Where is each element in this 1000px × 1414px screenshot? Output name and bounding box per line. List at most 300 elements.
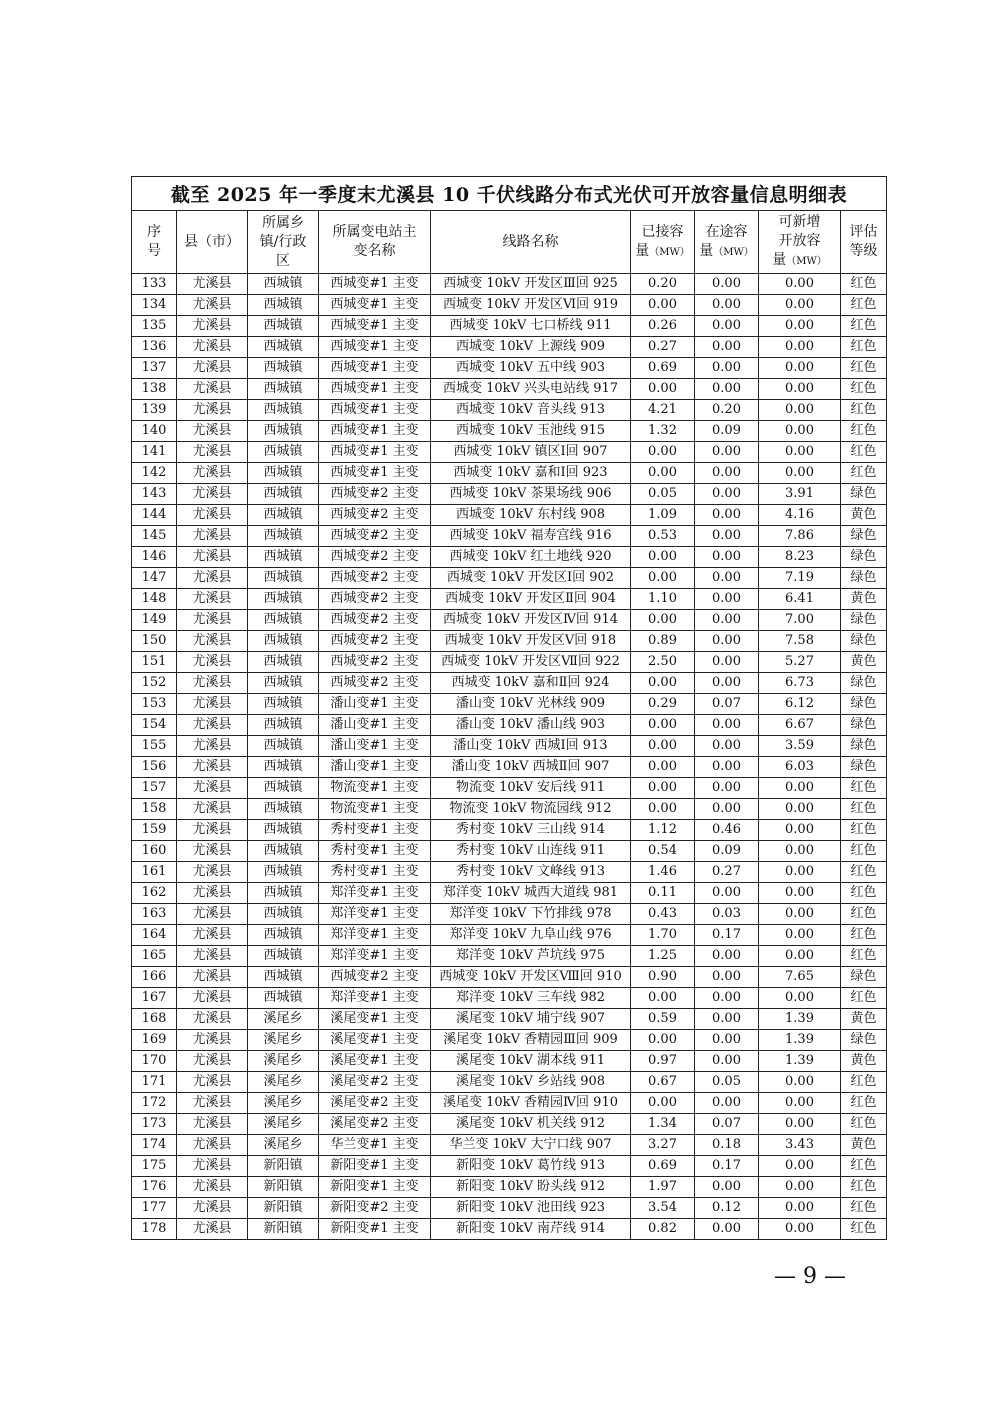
township-cell: 西城镇 (248, 757, 319, 778)
connected-capacity-cell: 1.32 (631, 421, 695, 442)
line-name-cell: 西城变 10kV 开发区Ⅰ回 902 (431, 568, 631, 589)
line-name-cell: 西城变 10kV 开发区Ⅷ回 910 (431, 967, 631, 988)
pending-capacity-cell: 0.00 (695, 547, 759, 568)
open-capacity-cell: 0.00 (759, 442, 841, 463)
table-row (132, 1219, 887, 1240)
rating-cell: 红色 (841, 358, 887, 379)
row-index: 174 (132, 1135, 177, 1156)
line-name-cell: 郑洋变 10kV 三车线 982 (431, 988, 631, 1009)
substation-cell: 西城变#2 主变 (319, 526, 431, 547)
substation-cell: 郑洋变#1 主变 (319, 904, 431, 925)
county-cell: 尤溪县 (177, 610, 248, 631)
rating-cell: 绿色 (841, 736, 887, 757)
township-cell: 西城镇 (248, 547, 319, 568)
county-cell: 尤溪县 (177, 1156, 248, 1177)
pending-capacity-cell: 0.00 (695, 1177, 759, 1198)
county-cell: 尤溪县 (177, 694, 248, 715)
table-body (132, 274, 887, 1240)
open-capacity-cell: 1.39 (759, 1030, 841, 1051)
line-name-cell: 溪尾变 10kV 乡站线 908 (431, 1072, 631, 1093)
pending-capacity-cell: 0.00 (695, 673, 759, 694)
substation-cell: 西城变#2 主变 (319, 631, 431, 652)
township-cell: 西城镇 (248, 631, 319, 652)
county-cell: 尤溪县 (177, 673, 248, 694)
row-index: 153 (132, 694, 177, 715)
table-row (132, 526, 887, 547)
rating-cell: 绿色 (841, 715, 887, 736)
table-row (132, 358, 887, 379)
pending-capacity-cell: 0.05 (695, 1072, 759, 1093)
line-name-cell: 西城变 10kV 开发区Ⅲ回 925 (431, 274, 631, 295)
row-index: 148 (132, 589, 177, 610)
county-cell: 尤溪县 (177, 421, 248, 442)
pending-capacity-cell: 0.18 (695, 1135, 759, 1156)
township-cell: 西城镇 (248, 610, 319, 631)
county-cell: 尤溪县 (177, 967, 248, 988)
county-cell: 尤溪县 (177, 274, 248, 295)
line-name-cell: 潘山变 10kV 潘山线 903 (431, 715, 631, 736)
county-cell: 尤溪县 (177, 1051, 248, 1072)
pending-capacity-cell: 0.00 (695, 442, 759, 463)
township-cell: 西城镇 (248, 736, 319, 757)
substation-cell: 西城变#1 主变 (319, 379, 431, 400)
rating-cell: 红色 (841, 442, 887, 463)
open-capacity-cell: 0.00 (759, 1156, 841, 1177)
township-cell: 西城镇 (248, 904, 319, 925)
township-cell: 溪尾乡 (248, 1030, 319, 1051)
county-cell: 尤溪县 (177, 400, 248, 421)
table-row (132, 610, 887, 631)
open-capacity-cell: 0.00 (759, 379, 841, 400)
table-row (132, 1156, 887, 1177)
township-cell: 西城镇 (248, 484, 319, 505)
header-line-name: 线路名称 (431, 211, 631, 274)
connected-capacity-cell: 1.10 (631, 589, 695, 610)
township-cell: 西城镇 (248, 589, 319, 610)
line-name-cell: 西城变 10kV 上源线 909 (431, 337, 631, 358)
county-cell: 尤溪县 (177, 295, 248, 316)
pending-capacity-cell: 0.00 (695, 589, 759, 610)
township-cell: 西城镇 (248, 568, 319, 589)
table-row (132, 988, 887, 1009)
open-capacity-cell: 0.00 (759, 463, 841, 484)
table-row (132, 715, 887, 736)
township-cell: 西城镇 (248, 442, 319, 463)
open-capacity-cell: 0.00 (759, 1093, 841, 1114)
open-capacity-cell: 0.00 (759, 1114, 841, 1135)
pending-capacity-cell: 0.12 (695, 1198, 759, 1219)
row-index: 155 (132, 736, 177, 757)
connected-capacity-cell: 0.69 (631, 358, 695, 379)
township-cell: 西城镇 (248, 379, 319, 400)
connected-capacity-cell: 0.27 (631, 337, 695, 358)
connected-capacity-cell: 0.00 (631, 1030, 695, 1051)
connected-capacity-cell: 0.90 (631, 967, 695, 988)
substation-cell: 秀村变#1 主变 (319, 841, 431, 862)
table-row (132, 862, 887, 883)
connected-capacity-cell: 0.00 (631, 673, 695, 694)
county-cell: 尤溪县 (177, 589, 248, 610)
connected-capacity-cell: 3.54 (631, 1198, 695, 1219)
open-capacity-cell: 0.00 (759, 316, 841, 337)
township-cell: 西城镇 (248, 337, 319, 358)
line-name-cell: 溪尾变 10kV 埔宁线 907 (431, 1009, 631, 1030)
rating-cell: 绿色 (841, 673, 887, 694)
rating-cell: 红色 (841, 1177, 887, 1198)
substation-cell: 溪尾变#2 主变 (319, 1093, 431, 1114)
table-row (132, 694, 887, 715)
rating-cell: 绿色 (841, 547, 887, 568)
connected-capacity-cell: 0.59 (631, 1009, 695, 1030)
connected-capacity-cell: 0.43 (631, 904, 695, 925)
township-cell: 溪尾乡 (248, 1135, 319, 1156)
connected-capacity-cell: 2.50 (631, 652, 695, 673)
line-name-cell: 潘山变 10kV 西城Ⅱ回 907 (431, 757, 631, 778)
pending-capacity-cell: 0.00 (695, 484, 759, 505)
rating-cell: 红色 (841, 988, 887, 1009)
line-name-cell: 西城变 10kV 镇区Ⅰ回 907 (431, 442, 631, 463)
county-cell: 尤溪县 (177, 946, 248, 967)
line-name-cell: 溪尾变 10kV 香精园Ⅲ回 909 (431, 1030, 631, 1051)
row-index: 156 (132, 757, 177, 778)
table-row (132, 757, 887, 778)
table-row (132, 1051, 887, 1072)
row-index: 168 (132, 1009, 177, 1030)
pending-capacity-cell: 0.27 (695, 862, 759, 883)
table-title: 截至 2025 年一季度末尤溪县 10 千伏线路分布式光伏可开放容量信息明细表 (132, 177, 887, 211)
line-name-cell: 新阳变 10kV 盼头线 912 (431, 1177, 631, 1198)
county-cell: 尤溪县 (177, 652, 248, 673)
township-cell: 西城镇 (248, 463, 319, 484)
row-index: 141 (132, 442, 177, 463)
county-cell: 尤溪县 (177, 526, 248, 547)
substation-cell: 物流变#1 主变 (319, 778, 431, 799)
county-cell: 尤溪县 (177, 379, 248, 400)
table-row (132, 673, 887, 694)
rating-cell: 绿色 (841, 757, 887, 778)
rating-cell: 红色 (841, 820, 887, 841)
substation-cell: 西城变#2 主变 (319, 967, 431, 988)
line-name-cell: 西城变 10kV 七口桥线 911 (431, 316, 631, 337)
row-index: 139 (132, 400, 177, 421)
rating-cell: 黄色 (841, 505, 887, 526)
rating-cell: 黄色 (841, 1009, 887, 1030)
substation-cell: 溪尾变#2 主变 (319, 1072, 431, 1093)
pending-capacity-cell: 0.17 (695, 1156, 759, 1177)
substation-cell: 西城变#2 主变 (319, 589, 431, 610)
table-row (132, 337, 887, 358)
open-capacity-cell: 0.00 (759, 883, 841, 904)
substation-cell: 郑洋变#1 主变 (319, 988, 431, 1009)
open-capacity-cell: 6.67 (759, 715, 841, 736)
table-row (132, 1135, 887, 1156)
substation-cell: 西城变#1 主变 (319, 316, 431, 337)
county-cell: 尤溪县 (177, 862, 248, 883)
table-row (132, 400, 887, 421)
pending-capacity-cell: 0.00 (695, 337, 759, 358)
table-row (132, 379, 887, 400)
rating-cell: 红色 (841, 925, 887, 946)
line-name-cell: 西城变 10kV 嘉和Ⅰ回 923 (431, 463, 631, 484)
substation-cell: 新阳变#1 主变 (319, 1219, 431, 1240)
township-cell: 新阳镇 (248, 1219, 319, 1240)
table-row (132, 967, 887, 988)
open-capacity-cell: 7.00 (759, 610, 841, 631)
line-name-cell: 新阳变 10kV 南芹线 914 (431, 1219, 631, 1240)
rating-cell: 红色 (841, 778, 887, 799)
table-row (132, 1093, 887, 1114)
header-connected-capacity: 已接容 量（MW） (631, 211, 695, 274)
county-cell: 尤溪县 (177, 1114, 248, 1135)
table-row (132, 736, 887, 757)
pending-capacity-cell: 0.07 (695, 694, 759, 715)
open-capacity-cell: 8.23 (759, 547, 841, 568)
row-index: 133 (132, 274, 177, 295)
connected-capacity-cell: 0.26 (631, 316, 695, 337)
connected-capacity-cell: 1.09 (631, 505, 695, 526)
connected-capacity-cell: 0.97 (631, 1051, 695, 1072)
row-index: 154 (132, 715, 177, 736)
open-capacity-cell: 0.00 (759, 946, 841, 967)
table-row (132, 274, 887, 295)
rating-cell: 红色 (841, 862, 887, 883)
county-cell: 尤溪县 (177, 484, 248, 505)
township-cell: 西城镇 (248, 967, 319, 988)
open-capacity-cell: 3.43 (759, 1135, 841, 1156)
table-row (132, 799, 887, 820)
substation-cell: 郑洋变#1 主变 (319, 925, 431, 946)
open-capacity-cell: 0.00 (759, 904, 841, 925)
rating-cell: 绿色 (841, 967, 887, 988)
rating-cell: 黄色 (841, 652, 887, 673)
township-cell: 溪尾乡 (248, 1051, 319, 1072)
county-cell: 尤溪县 (177, 799, 248, 820)
county-cell: 尤溪县 (177, 1093, 248, 1114)
pending-capacity-cell: 0.00 (695, 1030, 759, 1051)
substation-cell: 新阳变#2 主变 (319, 1198, 431, 1219)
rating-cell: 红色 (841, 904, 887, 925)
row-index: 176 (132, 1177, 177, 1198)
county-cell: 尤溪县 (177, 1009, 248, 1030)
line-name-cell: 华兰变 10kV 大宁口线 907 (431, 1135, 631, 1156)
open-capacity-cell: 0.00 (759, 337, 841, 358)
capacity-detail-table (131, 176, 887, 1240)
county-cell: 尤溪县 (177, 925, 248, 946)
line-name-cell: 潘山变 10kV 光林线 909 (431, 694, 631, 715)
connected-capacity-cell: 0.00 (631, 799, 695, 820)
county-cell: 尤溪县 (177, 337, 248, 358)
connected-capacity-cell: 0.82 (631, 1219, 695, 1240)
connected-capacity-cell: 0.00 (631, 568, 695, 589)
open-capacity-cell: 0.00 (759, 820, 841, 841)
line-name-cell: 溪尾变 10kV 香精园Ⅳ回 910 (431, 1093, 631, 1114)
line-name-cell: 郑洋变 10kV 芦坑线 975 (431, 946, 631, 967)
line-name-cell: 郑洋变 10kV 九阜山线 976 (431, 925, 631, 946)
row-index: 150 (132, 631, 177, 652)
township-cell: 西城镇 (248, 925, 319, 946)
row-index: 134 (132, 295, 177, 316)
table-row (132, 778, 887, 799)
township-cell: 西城镇 (248, 505, 319, 526)
substation-cell: 华兰变#1 主变 (319, 1135, 431, 1156)
row-index: 175 (132, 1156, 177, 1177)
pending-capacity-cell: 0.00 (695, 736, 759, 757)
row-index: 151 (132, 652, 177, 673)
line-name-cell: 秀村变 10kV 文峰线 913 (431, 862, 631, 883)
substation-cell: 秀村变#1 主变 (319, 820, 431, 841)
county-cell: 尤溪县 (177, 883, 248, 904)
connected-capacity-cell: 0.00 (631, 778, 695, 799)
township-cell: 西城镇 (248, 778, 319, 799)
row-index: 137 (132, 358, 177, 379)
header-index: 序 号 (132, 211, 177, 274)
county-cell: 尤溪县 (177, 547, 248, 568)
connected-capacity-cell: 0.53 (631, 526, 695, 547)
substation-cell: 溪尾变#1 主变 (319, 1051, 431, 1072)
county-cell: 尤溪县 (177, 757, 248, 778)
rating-cell: 黄色 (841, 589, 887, 610)
open-capacity-cell: 0.00 (759, 925, 841, 946)
township-cell: 西城镇 (248, 946, 319, 967)
rating-cell: 黄色 (841, 1051, 887, 1072)
rating-cell: 红色 (841, 1072, 887, 1093)
open-capacity-cell: 0.00 (759, 274, 841, 295)
rating-cell: 红色 (841, 1156, 887, 1177)
line-name-cell: 西城变 10kV 开发区Ⅴ回 918 (431, 631, 631, 652)
row-index: 159 (132, 820, 177, 841)
county-cell: 尤溪县 (177, 736, 248, 757)
pending-capacity-cell: 0.17 (695, 925, 759, 946)
pending-capacity-cell: 0.00 (695, 610, 759, 631)
table-row (132, 505, 887, 526)
row-index: 178 (132, 1219, 177, 1240)
table-row (132, 904, 887, 925)
open-capacity-cell: 6.03 (759, 757, 841, 778)
county-cell: 尤溪县 (177, 1135, 248, 1156)
table-row (132, 841, 887, 862)
connected-capacity-cell: 0.00 (631, 757, 695, 778)
connected-capacity-cell: 0.00 (631, 463, 695, 484)
rating-cell: 黄色 (841, 1135, 887, 1156)
connected-capacity-cell: 1.70 (631, 925, 695, 946)
substation-cell: 溪尾变#1 主变 (319, 1030, 431, 1051)
line-name-cell: 潘山变 10kV 西城Ⅰ回 913 (431, 736, 631, 757)
substation-cell: 西城变#1 主变 (319, 295, 431, 316)
township-cell: 西城镇 (248, 883, 319, 904)
open-capacity-cell: 0.00 (759, 778, 841, 799)
rating-cell: 绿色 (841, 1030, 887, 1051)
pending-capacity-cell: 0.00 (695, 568, 759, 589)
line-name-cell: 西城变 10kV 玉池线 915 (431, 421, 631, 442)
pending-capacity-cell: 0.00 (695, 631, 759, 652)
connected-capacity-cell: 3.27 (631, 1135, 695, 1156)
township-cell: 新阳镇 (248, 1198, 319, 1219)
row-index: 149 (132, 610, 177, 631)
county-cell: 尤溪县 (177, 1030, 248, 1051)
table-row (132, 820, 887, 841)
substation-cell: 西城变#2 主变 (319, 568, 431, 589)
substation-cell: 潘山变#1 主变 (319, 715, 431, 736)
open-capacity-cell: 7.86 (759, 526, 841, 547)
row-index: 142 (132, 463, 177, 484)
rating-cell: 红色 (841, 274, 887, 295)
township-cell: 西城镇 (248, 694, 319, 715)
pending-capacity-cell: 0.09 (695, 841, 759, 862)
county-cell: 尤溪县 (177, 631, 248, 652)
row-index: 165 (132, 946, 177, 967)
pending-capacity-cell: 0.00 (695, 1051, 759, 1072)
pending-capacity-cell: 0.00 (695, 295, 759, 316)
row-index: 146 (132, 547, 177, 568)
open-capacity-cell: 3.91 (759, 484, 841, 505)
connected-capacity-cell: 0.69 (631, 1156, 695, 1177)
pending-capacity-cell: 0.09 (695, 421, 759, 442)
pending-capacity-cell: 0.00 (695, 505, 759, 526)
rating-cell: 红色 (841, 295, 887, 316)
connected-capacity-cell: 0.54 (631, 841, 695, 862)
county-cell: 尤溪县 (177, 1177, 248, 1198)
rating-cell: 红色 (841, 1093, 887, 1114)
rating-cell: 红色 (841, 841, 887, 862)
county-cell: 尤溪县 (177, 904, 248, 925)
pending-capacity-cell: 0.00 (695, 799, 759, 820)
row-index: 145 (132, 526, 177, 547)
county-cell: 尤溪县 (177, 1198, 248, 1219)
rating-cell: 绿色 (841, 631, 887, 652)
header-rating: 评估 等级 (841, 211, 887, 274)
table-row (132, 568, 887, 589)
substation-cell: 西城变#1 主变 (319, 358, 431, 379)
connected-capacity-cell: 0.11 (631, 883, 695, 904)
township-cell: 西城镇 (248, 652, 319, 673)
connected-capacity-cell: 0.00 (631, 736, 695, 757)
line-name-cell: 郑洋变 10kV 下竹排线 978 (431, 904, 631, 925)
table-row (132, 589, 887, 610)
township-cell: 溪尾乡 (248, 1093, 319, 1114)
row-index: 164 (132, 925, 177, 946)
row-index: 160 (132, 841, 177, 862)
open-capacity-cell: 6.73 (759, 673, 841, 694)
row-index: 136 (132, 337, 177, 358)
connected-capacity-cell: 0.00 (631, 1093, 695, 1114)
line-name-cell: 新阳变 10kV 池田线 923 (431, 1198, 631, 1219)
table-row (132, 883, 887, 904)
header-pending-capacity: 在途容 量（MW） (695, 211, 759, 274)
table-row (132, 295, 887, 316)
rating-cell: 红色 (841, 337, 887, 358)
pending-capacity-cell: 0.20 (695, 400, 759, 421)
substation-cell: 潘山变#1 主变 (319, 736, 431, 757)
page-number: — 9 — (774, 1264, 846, 1289)
substation-cell: 西城变#1 主变 (319, 337, 431, 358)
connected-capacity-cell: 0.00 (631, 715, 695, 736)
rating-cell: 红色 (841, 463, 887, 484)
line-name-cell: 物流变 10kV 安后线 911 (431, 778, 631, 799)
line-name-cell: 西城变 10kV 音头线 913 (431, 400, 631, 421)
open-capacity-cell: 0.00 (759, 400, 841, 421)
pending-capacity-cell: 0.46 (695, 820, 759, 841)
open-capacity-cell: 0.00 (759, 421, 841, 442)
county-cell: 尤溪县 (177, 820, 248, 841)
row-index: 135 (132, 316, 177, 337)
pending-capacity-cell: 0.00 (695, 778, 759, 799)
table-row (132, 1009, 887, 1030)
row-index: 138 (132, 379, 177, 400)
open-capacity-cell: 6.41 (759, 589, 841, 610)
open-capacity-cell: 6.12 (759, 694, 841, 715)
township-cell: 西城镇 (248, 358, 319, 379)
pending-capacity-cell: 0.00 (695, 757, 759, 778)
